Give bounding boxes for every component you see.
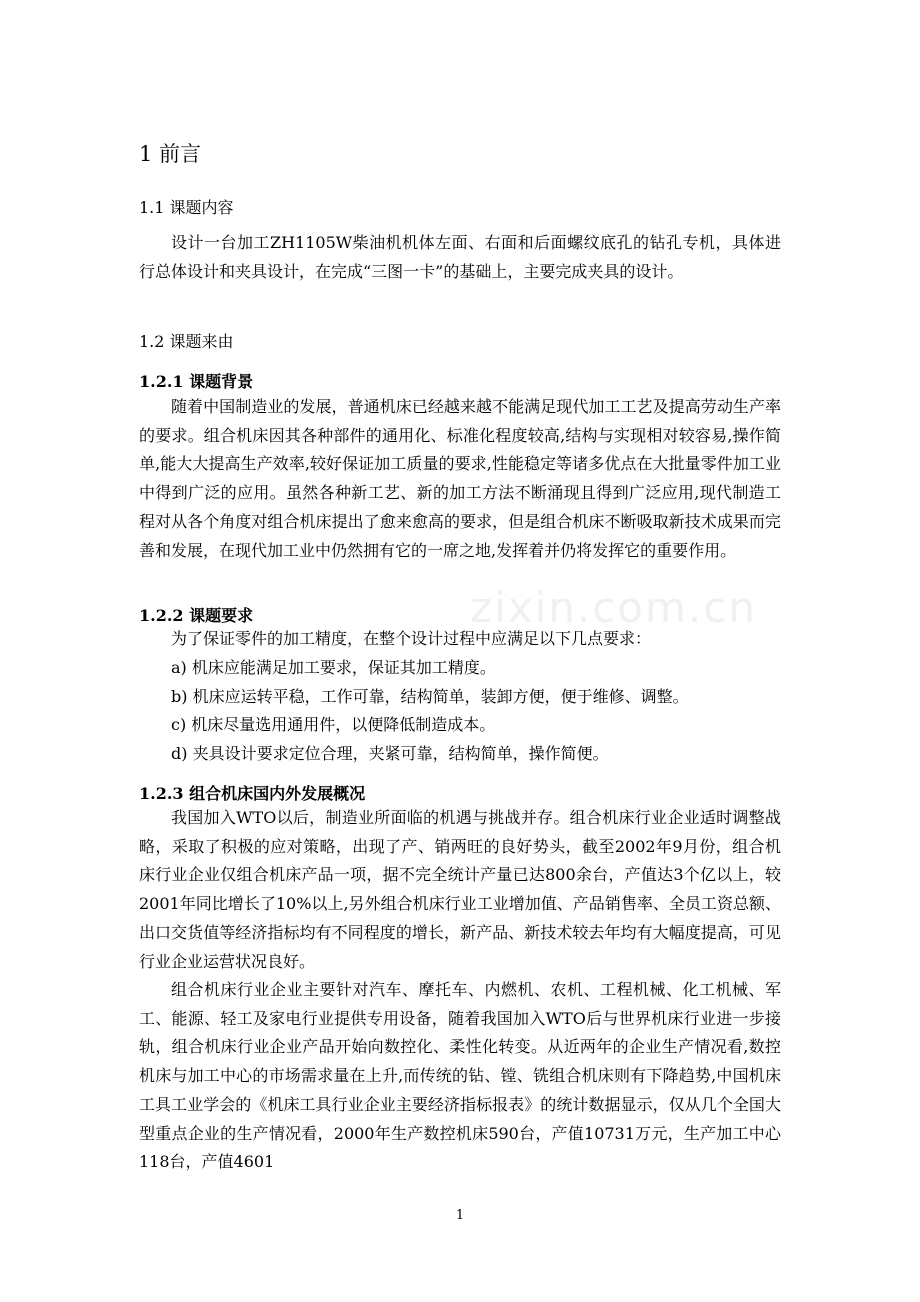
section-1-2-1-paragraph: 随着中国制造业的发展，普通机床已经越来越不能满足现代加工工艺及提高劳动生产率的要求。组合机床因其各种部件的通用化、标准化程度较高,结构与实现相对较容易,操作简单,能大大提高生产效率,较好保证加工质量的要求,性能稳定等诸多优点在大批量零件加工业中得到广泛的应用。虽然各种新工艺、新的加工方法不断涌现且得到广泛应用,现代制造工程对从各个角度对组合机床提出了愈来愈高的要求，但是组合机床不断吸取新技术成果而完善和发展，在现代加工业中仍然拥有它的一席之地,发挥着并仍将发挥它的重要作用。: [139, 397, 781, 560]
list-item: c) 机床尽量选用通用件，以便降低制造成本。: [171, 715, 496, 735]
chapter-heading: 1 前言: [139, 142, 202, 166]
section-1-2-3-title: 1.2.3 组合机床国内外发展概况: [139, 784, 366, 803]
section-1-1-title: 1.1 课题内容: [139, 198, 234, 217]
page-number: 1: [455, 1208, 465, 1223]
section-1-2-title: 1.2 课题来由: [139, 332, 234, 351]
list-item: d) 夹具设计要求定位合理，夹紧可靠，结构简单，操作简便。: [171, 743, 609, 763]
list-item: b) 机床应运转平稳，工作可靠，结构简单，装卸方便，便于维修、调整。: [171, 686, 689, 706]
section-1-1-paragraph: 设计一台加工ZH1105W柴油机机体左面、右面和后面螺纹底孔的钻孔专机，具体进行总体设计和夹具设计，在完成“三图一卡”的基础上，主要完成夹具的设计。: [139, 233, 781, 281]
watermark: zixin.com.cn: [470, 583, 757, 632]
section-1-2-3-paragraph-2: 组合机床行业企业主要针对汽车、摩托车、内燃机、农机、工程机械、化工机械、军工、能源、轻工及家电行业提供专用设备，随着我国加入WTO后与世界机床行业进一步接轨，组合机床行业企业产品开始向数控化、柔性化转变。从近两年的企业生产情况看,数控机床与加工中心的市场需求量在上升,而传统的钻、镗、铣组合机床则有下降趋势,中国机床工具工业学会的《机床工具行业企业主要经济指标报表》的统计数据显示，仅从几个全国大型重点企业的生产情况看，2000年生产数控机床590台，产值10731万元，生产加工中心118台，产值4601: [139, 980, 781, 1172]
section-1-2-2-title: 1.2.2 课题要求: [139, 606, 254, 625]
list-item: a) 机床应能满足加工要求，保证其加工精度。: [171, 658, 496, 677]
section-1-2-1-title: 1.2.1 课题背景: [139, 372, 254, 391]
requirements-list: [139, 654, 781, 768]
section-1-2-3-paragraph-1: 我国加入WTO以后，制造业所面临的机遇与挑战并存。组合机床行业企业适时调整战略，采取了积极的应对策略，出现了产、销两旺的良好势头，截至2002年9月份，组合机床行业企业仅组合机床产品一项，据不完全统计产量已达800余台，产值达3个亿以上，较2001年同比增长了10%以上,另外组合机床行业工业增加值、产品销售率、全员工资总额、出口交货值等经济指标均有不同程度的增长，新产品、新技术较去年均有大幅度提高，可见行业企业运营状况良好。: [139, 808, 781, 971]
section-1-2-2-intro: 为了保证零件的加工精度，在整个设计过程中应满足以下几点要求：: [171, 629, 652, 648]
